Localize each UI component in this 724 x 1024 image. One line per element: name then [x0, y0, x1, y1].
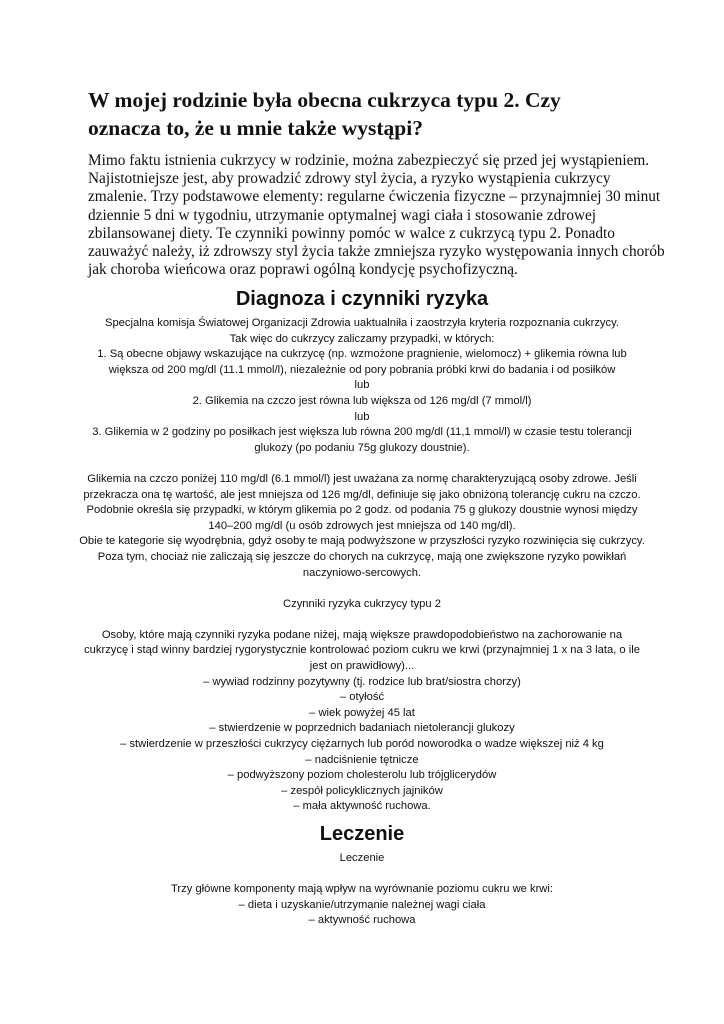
title-line: oznacza to, że u mnie także wystąpi?	[88, 116, 423, 140]
diagnosis-body	[0, 316, 724, 815]
diagnosis-line: cukrzycę i stąd winny bardziej rygorystycznie kontrolować poziom cukru we krwi (przynajmniej 1 x na 3 lata, o ile	[84, 644, 640, 657]
diagnosis-line: 1. Są obecne objawy wskazujące na cukrzycę (np. wzmożone pragnienie, wielomocz) + glikemia równa lub	[97, 348, 627, 361]
risk-factor-item: – otyłość	[339, 691, 385, 704]
diagnosis-line: Glikemia na czczo poniżej 110 mg/dl (6.1 mmol/l) jest uważana za normę charakteryzującą osoby zdrowe. Jeśli	[87, 472, 637, 485]
intro-line: zauważyć należy, iż zdrowszy styl życia także zmniejsza ryzyko występowania innych chorób	[88, 243, 665, 261]
diagnosis-line: 140–200 mg/dl (u osób zdrowych jest mniejsza od 140 mg/dl).	[208, 519, 516, 532]
intro-paragraph	[88, 152, 665, 279]
risk-factor-item: – zespół policyklicznych jajników	[281, 784, 443, 797]
treatment-item: – aktywność ruchowa	[308, 914, 416, 927]
diagnosis-line: Tak więc do cukrzycy zaliczamy przypadki, w których:	[229, 332, 495, 345]
intro-line: zbilansowanej diety. Te czynniki powinny pomóc w walce z cukrzycą typu 2. Ponadto	[88, 224, 615, 242]
diagnosis-line: glukozy (po podaniu 75g glukozy doustnie).	[254, 441, 470, 454]
diagnosis-line: większa od 200 mg/dl (11.1 mmol/l), niezależnie od pory pobrania próbki krwi do badania i od posiłków	[108, 363, 616, 376]
blank-line	[0, 612, 724, 628]
risk-factor-item: – mała aktywność ruchowa.	[293, 800, 431, 813]
risk-factor-item: – stwierdzenie w poprzednich badaniach nietolerancji glukozy	[209, 722, 515, 735]
page-title	[88, 86, 648, 142]
diagnosis-line: lub	[354, 379, 370, 392]
treatment-item: – dieta i uzyskanie/utrzymanie należnej wagi ciała	[238, 898, 486, 911]
diagnosis-line: 3. Glikemia w 2 godziny po posiłkach jest większa lub równa 200 mg/dl (11,1 mmol/l) w czasie testu tolerancji	[92, 426, 632, 439]
risk-factor-item: – podwyższony poziom cholesterolu lub trójglicerydów	[227, 769, 497, 782]
section-heading-diagnosis: Diagnoza i czynniki ryzyka	[235, 288, 489, 310]
diagnosis-line: Poza tym, chociaż nie zaliczają się jeszcze do chorych na cukrzycę, mają one zwiększone ryzyko powikłań	[97, 550, 627, 563]
treatment-body	[0, 851, 724, 929]
diagnosis-line: jest on prawidłowy)...	[309, 660, 415, 673]
diagnosis-line: Obie te kategorie się wyodrębnia, gdyż osoby te mają podwyższone w przyszłości ryzyko rozwinięcia się cukrzycy.	[79, 535, 645, 548]
blank-line	[0, 867, 724, 883]
title-line: W mojej rodzinie była obecna cukrzyca typu 2. Czy	[88, 88, 561, 112]
treatment-line: Trzy główne komponenty mają wpływ na wyrównanie poziomu cukru we krwi:	[171, 883, 553, 896]
diagnosis-line: Osoby, które mają czynniki ryzyka podane niżej, mają większe prawdopodobieństwo na zachorowanie na	[101, 628, 623, 641]
diagnosis-line: 2. Glikemia na czczo jest równa lub większa od 126 mg/dl (7 mmol/l)	[192, 394, 532, 407]
section-heading-treatment: Leczenie	[319, 823, 405, 845]
treatment-subheading: Leczenie	[339, 852, 385, 864]
risk-factors-subheading: Czynniki ryzyka cukrzycy typu 2	[283, 597, 441, 610]
diagnosis-line: Podobnie określa się przypadki, w którym glikemia po 2 godz. od podania 75 g glukozy doustnie wynosi między	[86, 504, 638, 517]
risk-factor-item: – nadciśnienie tętnicze	[305, 753, 419, 766]
intro-line: jak choroba wieńcowa oraz poprawi ogólną kondycję psychofizyczną.	[88, 261, 518, 279]
diagnosis-line: przekracza ona tę wartość, ale jest mniejsza od 126 mg/dl, definiuje się jako obniżoną tolerancję cukru na czczo.	[83, 488, 641, 501]
intro-line: Mimo faktu istnienia cukrzycy w rodzinie, można zabezpieczyć się przed jej wystąpieniem.	[88, 152, 650, 169]
risk-factor-item: – stwierdzenie w przeszłości cukrzycy ciężarnych lub poród noworodka o wadze większej niż 4 kg	[120, 738, 604, 751]
blank-line	[0, 581, 724, 597]
intro-line: Najistotniejsze jest, aby prowadzić zdrowy styl życia, a ryzyko wystąpienia cukrzycy	[88, 170, 611, 188]
risk-factor-item: – wiek powyżej 45 lat	[309, 706, 415, 719]
blank-line	[0, 456, 724, 472]
diagnosis-line: naczyniowo-sercowych.	[302, 566, 422, 579]
intro-line: dziennie 5 dni w tygodniu, utrzymanie optymalnej wagi ciała i stosowanie zdrowej	[88, 206, 597, 224]
risk-factor-item: – wywiad rodzinny pozytywny (tj. rodzice lub brat/siostra chorzy)	[203, 675, 521, 688]
intro-line: zmalenie. Trzy podstawowe elementy: regularne ćwiczenia fizyczne – przynajmniej 30 minut	[88, 188, 661, 206]
diagnosis-line: lub	[354, 410, 370, 423]
diagnosis-line: Specjalna komisja Światowej Organizacji Zdrowia uaktualniła i zaostrzyła kryteria rozpoznania cukrzycy.	[104, 317, 619, 329]
